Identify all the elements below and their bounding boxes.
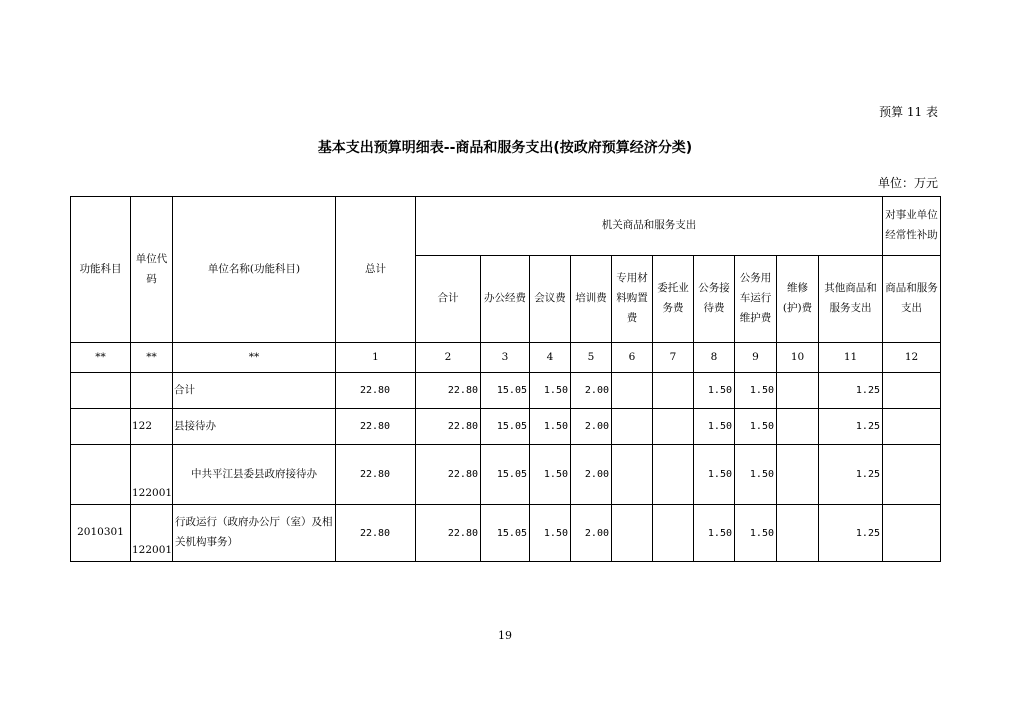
cell-training: 2.00 <box>571 409 612 445</box>
cell-entrusted <box>653 445 694 505</box>
cell-code: 122001 <box>131 505 173 562</box>
header-meeting: 会议费 <box>530 256 571 343</box>
header-other: 其他商品和服务支出 <box>819 256 883 343</box>
cell-reception: 1.50 <box>694 409 735 445</box>
cell-name: 行政运行（政府办公厅（室）及相关机构事务） <box>173 505 336 562</box>
cell-materials <box>612 373 653 409</box>
index-cell: 10 <box>777 343 819 373</box>
table-row <box>71 445 941 505</box>
cell-goods <box>883 445 941 505</box>
cell-training: 2.00 <box>571 505 612 562</box>
cell-entrusted <box>653 373 694 409</box>
header-reception: 公务接待费 <box>694 256 735 343</box>
index-cell: 1 <box>336 343 416 373</box>
index-cell: 4 <box>530 343 571 373</box>
budget-table <box>70 196 941 562</box>
form-number: 预算 11 表 <box>879 105 938 119</box>
index-cell: 2 <box>416 343 481 373</box>
cell-func <box>71 445 131 505</box>
cell-office: 15.05 <box>481 409 530 445</box>
cell-goods <box>883 409 941 445</box>
index-cell: ** <box>173 343 336 373</box>
cell-repair <box>777 445 819 505</box>
cell-meeting: 1.50 <box>530 409 571 445</box>
cell-code: 122 <box>131 409 173 445</box>
index-cell: ** <box>71 343 131 373</box>
header-total: 总计 <box>336 197 416 343</box>
index-cell: 7 <box>653 343 694 373</box>
cell-vehicle: 1.50 <box>735 445 777 505</box>
cell-office: 15.05 <box>481 505 530 562</box>
cell-meeting: 1.50 <box>530 373 571 409</box>
header-unit-code: 单位代码 <box>131 197 173 343</box>
header-repair: 维修(护)费 <box>777 256 819 343</box>
cell-name: 县接待办 <box>173 409 336 445</box>
cell-func: 2010301 <box>71 505 131 562</box>
header-office: 办公经费 <box>481 256 530 343</box>
unit-label: 单位：万元 <box>877 176 938 190</box>
cell-entrusted <box>653 409 694 445</box>
cell-entrusted <box>653 505 694 562</box>
cell-name: 中共平江县委县政府接待办 <box>173 445 336 505</box>
cell-training: 2.00 <box>571 445 612 505</box>
cell-meeting: 1.50 <box>530 505 571 562</box>
table-row <box>71 409 941 445</box>
header-materials: 专用材料购置费 <box>612 256 653 343</box>
cell-repair <box>777 409 819 445</box>
cell-func <box>71 409 131 445</box>
header-unit-name: 单位名称(功能科目) <box>173 197 336 343</box>
cell-other: 1.25 <box>819 373 883 409</box>
cell-training: 2.00 <box>571 373 612 409</box>
cell-goods <box>883 373 941 409</box>
cell-repair <box>777 505 819 562</box>
cell-subtotal: 22.80 <box>416 445 481 505</box>
index-cell: 5 <box>571 343 612 373</box>
cell-reception: 1.50 <box>694 445 735 505</box>
cell-repair <box>777 373 819 409</box>
cell-code: 122001 <box>131 445 173 505</box>
cell-reception: 1.50 <box>694 505 735 562</box>
index-cell: ** <box>131 343 173 373</box>
table-row <box>71 505 941 562</box>
index-cell: 11 <box>819 343 883 373</box>
page-title: 基本支出预算明细表--商品和服务支出(按政府预算经济分类) <box>317 140 693 156</box>
cell-other: 1.25 <box>819 409 883 445</box>
index-cell: 6 <box>612 343 653 373</box>
page-number: 19 <box>498 629 512 642</box>
header-group-subsidy: 对事业单位经常性补助 <box>883 197 941 256</box>
cell-materials <box>612 445 653 505</box>
index-cell: 9 <box>735 343 777 373</box>
index-cell: 12 <box>883 343 941 373</box>
header-vehicle: 公务用车运行维护费 <box>735 256 777 343</box>
header-training: 培训费 <box>571 256 612 343</box>
header-func-code: 功能科目 <box>71 197 131 343</box>
cell-reception: 1.50 <box>694 373 735 409</box>
index-row <box>71 343 941 373</box>
cell-total: 22.80 <box>336 373 416 409</box>
cell-materials <box>612 409 653 445</box>
cell-vehicle: 1.50 <box>735 373 777 409</box>
cell-func <box>71 373 131 409</box>
index-cell: 3 <box>481 343 530 373</box>
cell-goods <box>883 505 941 562</box>
header-entrusted: 委托业务费 <box>653 256 694 343</box>
cell-total: 22.80 <box>336 409 416 445</box>
cell-vehicle: 1.50 <box>735 505 777 562</box>
cell-subtotal: 22.80 <box>416 505 481 562</box>
cell-materials <box>612 505 653 562</box>
table-row <box>71 373 941 409</box>
cell-office: 15.05 <box>481 373 530 409</box>
header-goods: 商品和服务支出 <box>883 256 941 343</box>
cell-other: 1.25 <box>819 445 883 505</box>
cell-subtotal: 22.80 <box>416 373 481 409</box>
cell-total: 22.80 <box>336 505 416 562</box>
cell-subtotal: 22.80 <box>416 409 481 445</box>
cell-meeting: 1.50 <box>530 445 571 505</box>
index-cell: 8 <box>694 343 735 373</box>
header-group-government: 机关商品和服务支出 <box>416 197 883 256</box>
cell-vehicle: 1.50 <box>735 409 777 445</box>
header-subtotal: 合计 <box>416 256 481 343</box>
cell-name: 合计 <box>173 373 336 409</box>
cell-total: 22.80 <box>336 445 416 505</box>
cell-office: 15.05 <box>481 445 530 505</box>
cell-code <box>131 373 173 409</box>
cell-other: 1.25 <box>819 505 883 562</box>
